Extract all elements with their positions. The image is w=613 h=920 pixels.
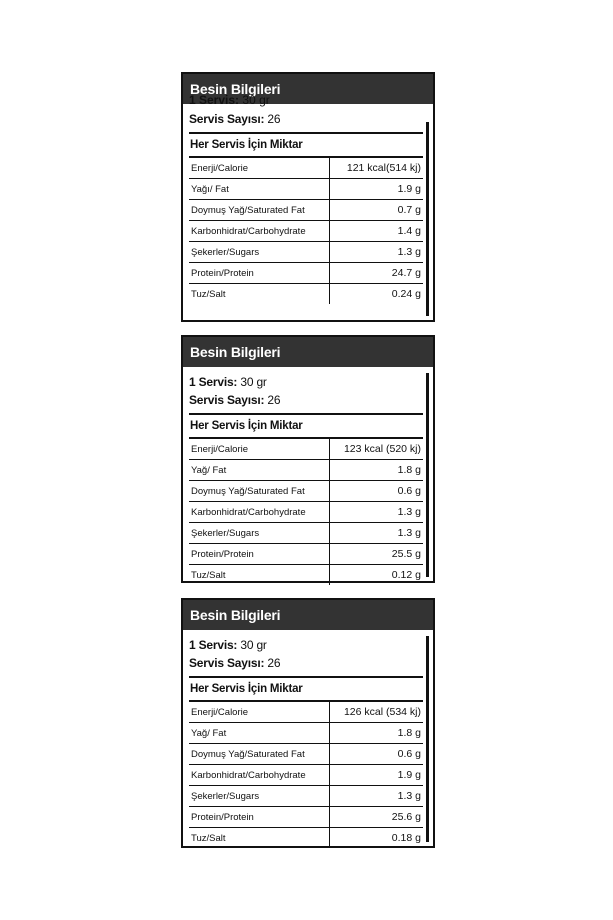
serving-size-value: 30 gr [242,93,270,107]
row-value: 0.6 g [329,481,423,502]
table-row [189,565,423,586]
row-label: Tuz/Salt [189,828,329,849]
row-label: Doymuş Yağ/Saturated Fat [189,200,329,221]
servings-line [189,110,423,128]
table-row [189,702,423,723]
row-value: 0.12 g [391,569,421,581]
row-value: 1.3 g [329,242,423,263]
row-value: 126 kcal (534 kj) [329,702,423,723]
row-label: Şekerler/Sugars [189,523,329,544]
table-row [189,179,423,200]
servings-line [189,391,423,409]
row-value: 1.8 g [329,460,423,481]
nutrition-panel-2[interactable] [181,335,435,583]
row-label: Yağ/ Fat [189,460,329,481]
row-label: Yağ/ Fat [189,723,329,744]
row-label: Tuz/Salt [189,284,329,305]
row-value: 1.9 g [329,765,423,786]
nutrition-panel-3[interactable] [181,598,435,848]
row-value: 1.3 g [329,786,423,807]
servings-value: 26 [267,393,281,407]
row-label: Şekerler/Sugars [189,242,329,263]
row-value: 0.6 g [329,744,423,765]
table-row [189,158,423,179]
table-row [189,828,423,849]
row-value: 0.18 g [391,832,421,844]
row-value: 1.3 g [329,502,423,523]
row-label: Karbonhidrat/Carbohydrate [189,221,329,242]
row-label: Şekerler/Sugars [189,786,329,807]
row-value: 25.6 g [329,807,423,828]
panel-body [183,93,433,304]
panel-header: Besin Bilgileri [183,74,433,104]
row-value: 0.7 g [329,200,423,221]
row-label: Karbonhidrat/Carbohydrate [189,765,329,786]
servings-label: Servis Sayısı: [189,656,265,670]
table-row [189,263,423,284]
table-row [189,723,423,744]
serving-size-value: 30 gr [240,638,267,652]
row-value: 0.24 g [391,288,421,300]
table-row [189,242,423,263]
panel-body [183,630,433,848]
table-row [189,221,423,242]
row-label: Tuz/Salt [189,565,329,586]
row-label: Protein/Protein [189,263,329,284]
row-label: Protein/Protein [189,544,329,565]
row-label: Enerji/Calorie [189,158,329,179]
row-label: Doymuş Yağ/Saturated Fat [189,481,329,502]
serving-size-line [189,93,423,110]
row-value: 24.7 g [329,263,423,284]
table-row [189,284,423,305]
table-row [189,765,423,786]
serving-size-line [189,636,423,654]
table-title: Her Servis İçin Miktar [189,413,423,439]
serving-size-line [189,373,423,391]
panel-header: Besin Bilgileri [183,600,433,630]
table-row [189,744,423,765]
row-label: Protein/Protein [189,807,329,828]
table-row [189,807,423,828]
table-title: Her Servis İçin Miktar [189,132,423,158]
serving-size-label: 1 Servis: [189,93,240,107]
table-row [189,544,423,565]
serving-size-value: 30 gr [240,375,267,389]
row-value: 123 kcal (520 kj) [329,439,423,460]
nutrition-table [189,158,423,304]
table-row [189,200,423,221]
row-label: Yağı/ Fat [189,179,329,200]
row-label: Enerji/Calorie [189,439,329,460]
row-value: 1.3 g [329,523,423,544]
table-row [189,502,423,523]
row-value: 1.4 g [329,221,423,242]
nutrition-table [189,439,423,585]
table-row [189,786,423,807]
table-row [189,481,423,502]
panel-body [183,367,433,585]
row-label: Enerji/Calorie [189,702,329,723]
nutrition-panel-1[interactable] [181,72,435,322]
table-row [189,439,423,460]
row-value: 25.5 g [329,544,423,565]
serving-size-label: 1 Servis: [189,638,238,652]
table-row [189,460,423,481]
row-label: Doymuş Yağ/Saturated Fat [189,744,329,765]
table-title: Her Servis İçin Miktar [189,676,423,702]
row-value: 121 kcal(514 kj) [329,158,423,179]
panel-header: Besin Bilgileri [183,337,433,367]
servings-value: 26 [267,112,281,126]
table-row [189,523,423,544]
servings-line [189,654,423,672]
servings-label: Servis Sayısı: [189,393,265,407]
row-label: Karbonhidrat/Carbohydrate [189,502,329,523]
servings-value: 26 [267,656,281,670]
servings-label: Servis Sayısı: [189,112,265,126]
serving-size-label: 1 Servis: [189,375,238,389]
row-value: 1.8 g [329,723,423,744]
nutrition-table [189,702,423,848]
row-value: 1.9 g [329,179,423,200]
